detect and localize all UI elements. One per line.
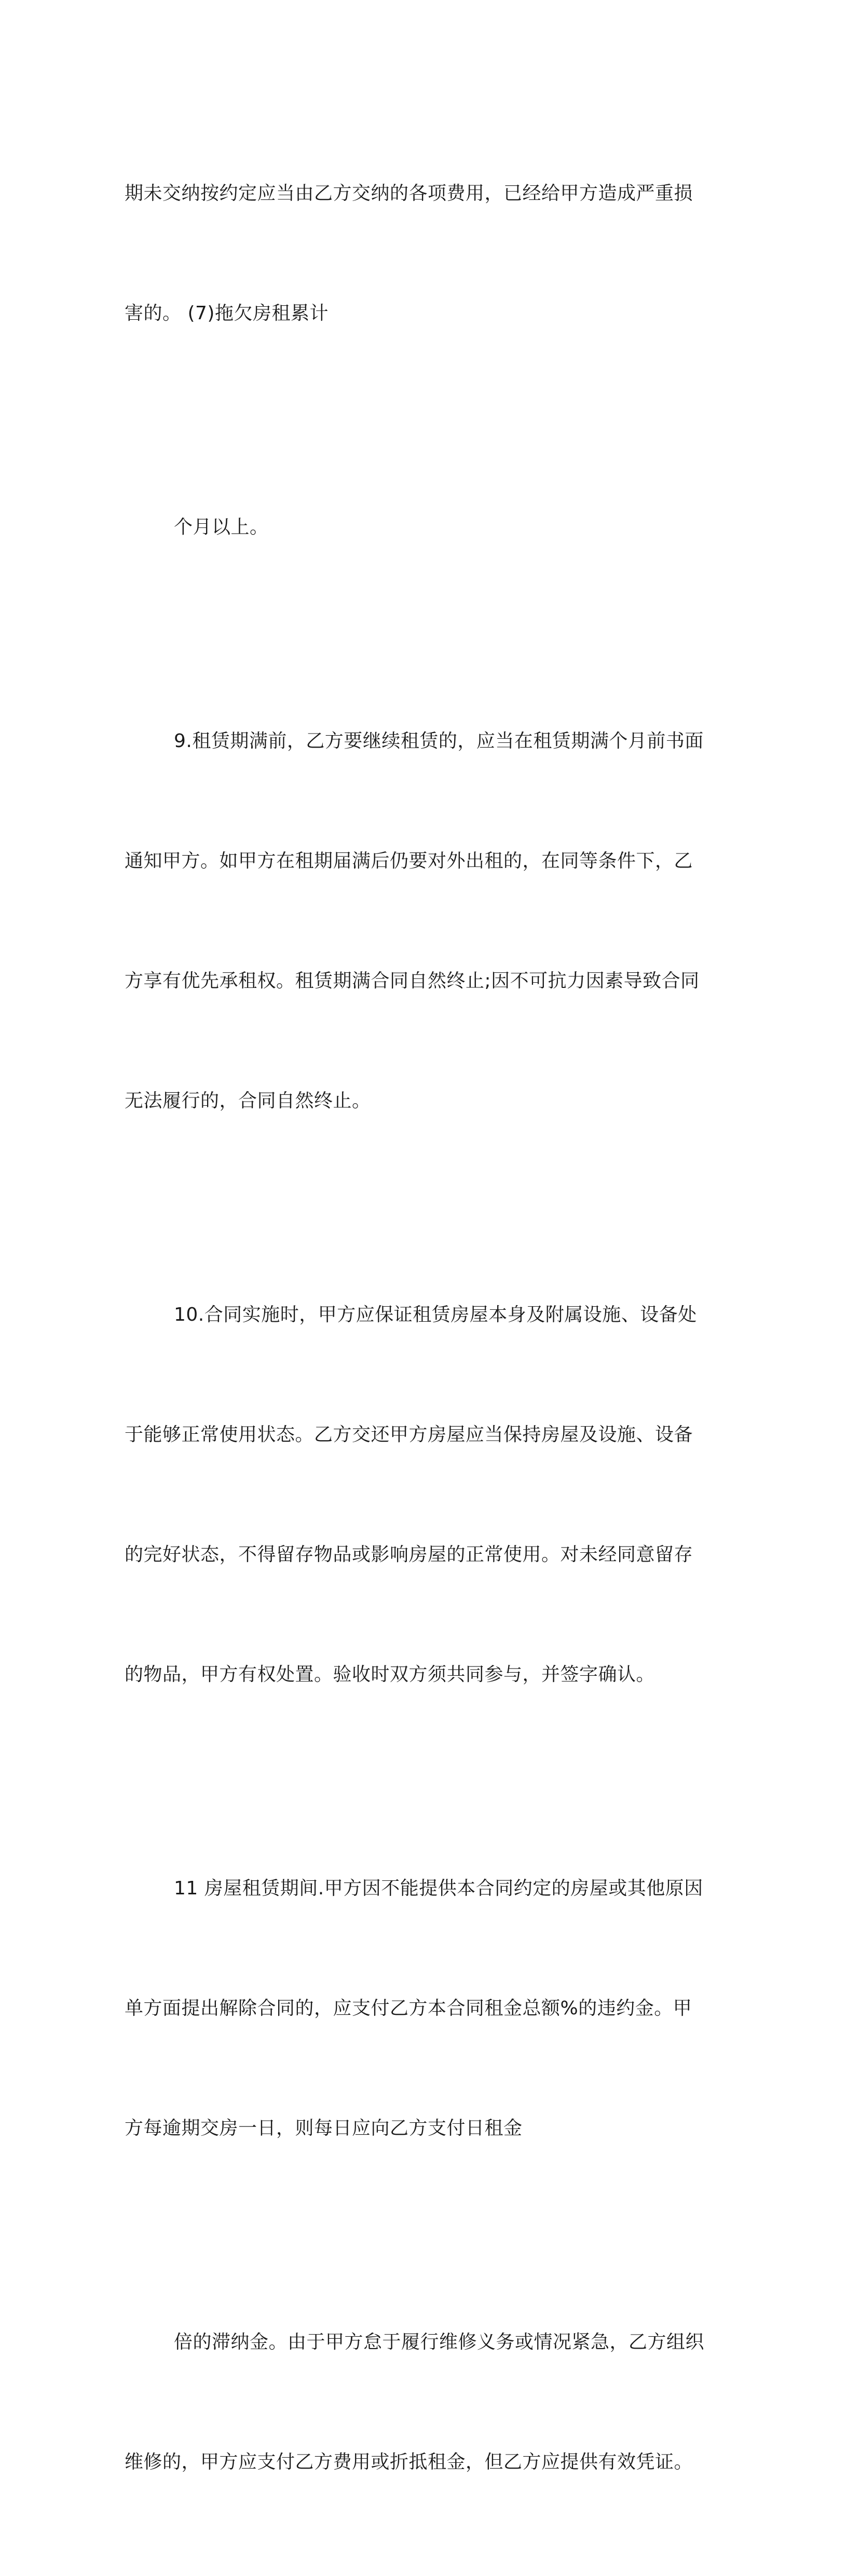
text-line: 的物品，甲方有权处置。验收时双方须共同参与，并签字确认。 <box>125 1664 655 1685</box>
text-line: 通知甲方。如甲方在租期届满后仍要对外出租的，在同等条件下，乙 <box>125 850 693 872</box>
text-line: 方享有优先承租权。租赁期满合同自然终止;因不可抗力因素导致合同 <box>125 970 700 992</box>
text-line: 无法履行的，合同自然终止。 <box>125 1090 371 1111</box>
text-line: 10.合同实施时，甲方应保证租赁房屋本身及附属设施、设备处 <box>174 1304 697 1325</box>
text-line: 于能够正常使用状态。乙方交还甲方房屋应当保持房屋及设施、设备 <box>125 1424 693 1445</box>
text-line: 期未交纳按约定应当由乙方交纳的各项费用，已经给甲方造成严重损 <box>125 183 693 204</box>
paragraph-clause-10 <box>125 1215 721 1774</box>
text-line: 单方面提出解除合同的，应支付乙方本合同租金总额%的违约金。甲 <box>125 1998 692 2019</box>
text-line: 倍的滞纳金。由于甲方怠于履行维修义务或情况紧急，乙方组织 <box>174 2331 705 2353</box>
text-line: 维修的，甲方应支付乙方费用或折抵租金，但乙方应提供有效凭证。 <box>125 2451 693 2473</box>
paragraph-1 <box>125 93 721 413</box>
text-line: 个月以上。 <box>174 517 269 538</box>
paragraph-clause-11 <box>125 1788 721 2228</box>
paragraph-2 <box>125 427 721 627</box>
text-line: 9.租赁期满前，乙方要继续租赁的，应当在租赁期满个月前书面 <box>174 730 704 752</box>
text-line: 方每逾期交房一日，则每日应向乙方支付日租金 <box>125 2118 523 2139</box>
text-line: 的完好状态，不得留存物品或影响房屋的正常使用。对未经同意留存 <box>125 1544 693 1565</box>
paragraph-clause-9 <box>125 641 721 1201</box>
document-body <box>125 93 721 2576</box>
paragraph-late-fee <box>125 2242 721 2562</box>
text-line: 11 房屋租赁期间.甲方因不能提供本合同约定的房屋或其他原因 <box>174 1878 703 1899</box>
text-line: 害的。 (7)拖欠房租累计 <box>125 303 329 324</box>
